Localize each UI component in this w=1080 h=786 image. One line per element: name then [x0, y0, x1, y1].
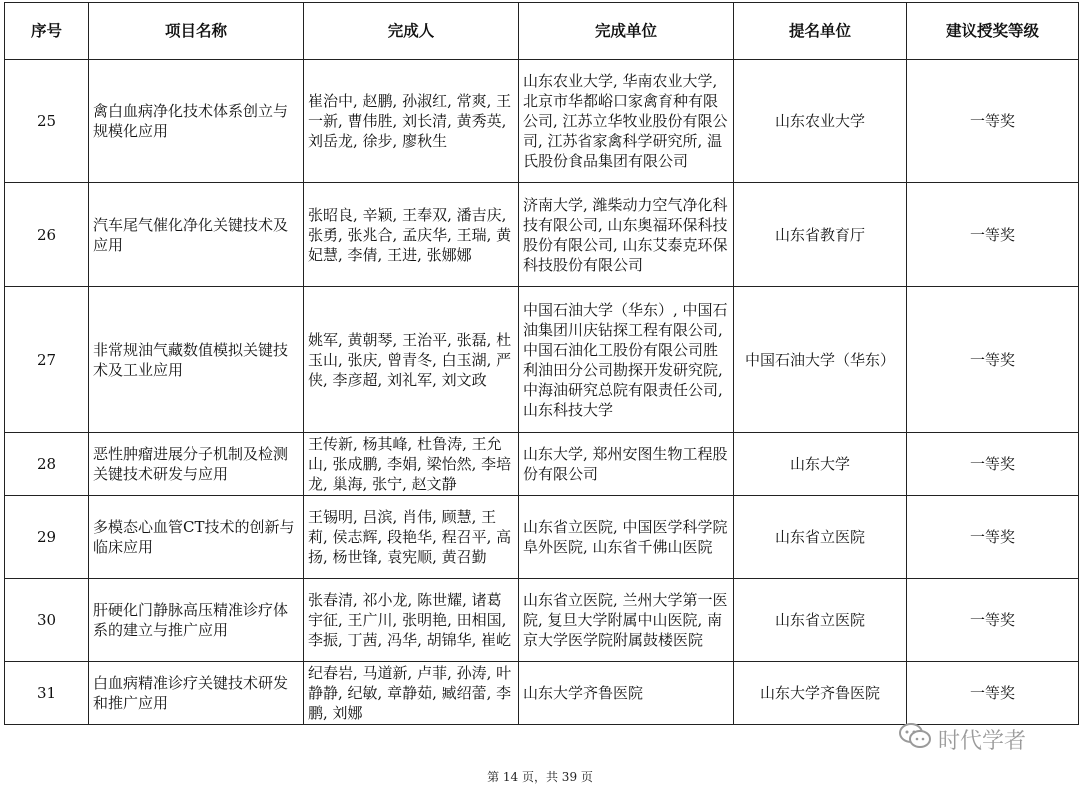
cell-suggested-grade: 一等奖 [907, 183, 1079, 287]
cell-seq: 29 [5, 496, 89, 579]
table-row [5, 579, 1079, 662]
cell-completers: 姚军, 黄朝琴, 王治平, 张磊, 杜玉山, 张庆, 曾青冬, 白玉湖, 严侠, 李彦超, 刘礼军, 刘文政 [304, 287, 519, 433]
cell-seq: 30 [5, 579, 89, 662]
table-header [5, 3, 1079, 60]
cell-suggested-grade: 一等奖 [907, 433, 1079, 496]
cell-completing-units: 济南大学, 潍柴动力空气净化科技有限公司, 山东奥福环保科技股份有限公司, 山东艾泰克环保科技股份有限公司 [519, 183, 734, 287]
cell-nominating-unit: 山东农业大学 [734, 60, 907, 183]
cell-seq: 27 [5, 287, 89, 433]
header-nominating-unit: 提名单位 [734, 3, 907, 60]
cell-completing-units: 中国石油大学（华东）, 中国石油集团川庆钻探工程有限公司, 中国石油化工股份有限公司胜利油田分公司勘探开发研究院, 中海油研究总院有限责任公司, 山东科技大学 [519, 287, 734, 433]
table-row [5, 183, 1079, 287]
cell-nominating-unit: 山东省教育厅 [734, 183, 907, 287]
cell-completing-units: 山东省立医院, 中国医学科学院阜外医院, 山东省千佛山医院 [519, 496, 734, 579]
header-completers: 完成人 [304, 3, 519, 60]
cell-nominating-unit: 山东省立医院 [734, 496, 907, 579]
cell-project-name: 肝硬化门静脉高压精准诊疗体系的建立与推广应用 [89, 579, 304, 662]
cell-suggested-grade: 一等奖 [907, 60, 1079, 183]
header-completing-units: 完成单位 [519, 3, 734, 60]
cell-project-name: 白血病精准诊疗关键技术研发和推广应用 [89, 662, 304, 725]
cell-nominating-unit: 山东大学 [734, 433, 907, 496]
cell-suggested-grade: 一等奖 [907, 662, 1079, 725]
cell-completers: 崔治中, 赵鹏, 孙淑红, 常爽, 王一新, 曹伟胜, 刘长清, 黄秀英, 刘岳龙, 徐步, 廖秋生 [304, 60, 519, 183]
cell-completers: 张昭良, 辛颖, 王奉双, 潘吉庆, 张勇, 张兆合, 孟庆华, 王瑞, 黄妃慧, 李倩, 王进, 张娜娜 [304, 183, 519, 287]
cell-completing-units: 山东大学齐鲁医院 [519, 662, 734, 725]
table-row [5, 496, 1079, 579]
cell-completing-units: 山东大学, 郑州安图生物工程股份有限公司 [519, 433, 734, 496]
cell-seq: 28 [5, 433, 89, 496]
table-row [5, 433, 1079, 496]
cell-suggested-grade: 一等奖 [907, 287, 1079, 433]
cell-completers: 纪春岩, 马道新, 卢菲, 孙涛, 叶静静, 纪敏, 章静茹, 臧绍蕾, 李鹏, 刘娜 [304, 662, 519, 725]
cell-project-name: 非常规油气藏数值模拟关键技术及工业应用 [89, 287, 304, 433]
watermark [898, 722, 1026, 756]
cell-suggested-grade: 一等奖 [907, 496, 1079, 579]
cell-completing-units: 山东农业大学, 华南农业大学, 北京市华都峪口家禽育种有限公司, 江苏立华牧业股份有限公司, 江苏省家禽科学研究所, 温氏股份食品集团有限公司 [519, 60, 734, 183]
page-footer: 第 14 页，共 39 页 [487, 770, 593, 784]
cell-seq: 26 [5, 183, 89, 287]
table-row [5, 662, 1079, 725]
table-row [5, 287, 1079, 433]
cell-project-name: 多模态心血管CT技术的创新与临床应用 [89, 496, 304, 579]
cell-completing-units: 山东省立医院, 兰州大学第一医院, 复旦大学附属中山医院, 南京大学医学院附属鼓楼医院 [519, 579, 734, 662]
cell-suggested-grade: 一等奖 [907, 579, 1079, 662]
header-suggested-grade: 建议授奖等级 [907, 3, 1079, 60]
watermark-text: 时代学者 [938, 728, 1027, 754]
awards-table [4, 2, 1079, 725]
cell-nominating-unit: 山东省立医院 [734, 579, 907, 662]
cell-completers: 王传新, 杨其峰, 杜鲁涛, 王允山, 张成鹏, 李娟, 梁怡然, 李培龙, 巢海, 张宁, 赵文静 [304, 433, 519, 496]
cell-seq: 25 [5, 60, 89, 183]
cell-nominating-unit: 中国石油大学（华东） [734, 287, 907, 433]
table-row [5, 60, 1079, 183]
cell-project-name: 禽白血病净化技术体系创立与规模化应用 [89, 60, 304, 183]
header-project-name: 项目名称 [89, 3, 304, 60]
header-seq: 序号 [5, 3, 89, 60]
chat-bubble-icon [898, 722, 938, 756]
cell-project-name: 汽车尾气催化净化关键技术及应用 [89, 183, 304, 287]
cell-project-name: 恶性肿瘤进展分子机制及检测关键技术研发与应用 [89, 433, 304, 496]
cell-completers: 张春清, 祁小龙, 陈世耀, 诸葛宇征, 王广川, 张明艳, 田相国, 李振, 丁茜, 冯华, 胡锦华, 崔屹 [304, 579, 519, 662]
cell-seq: 31 [5, 662, 89, 725]
cell-completers: 王锡明, 吕滨, 肖伟, 顾慧, 王莉, 侯志辉, 段艳华, 程召平, 高扬, 杨世锋, 袁宪顺, 黄召勤 [304, 496, 519, 579]
cell-nominating-unit: 山东大学齐鲁医院 [734, 662, 907, 725]
